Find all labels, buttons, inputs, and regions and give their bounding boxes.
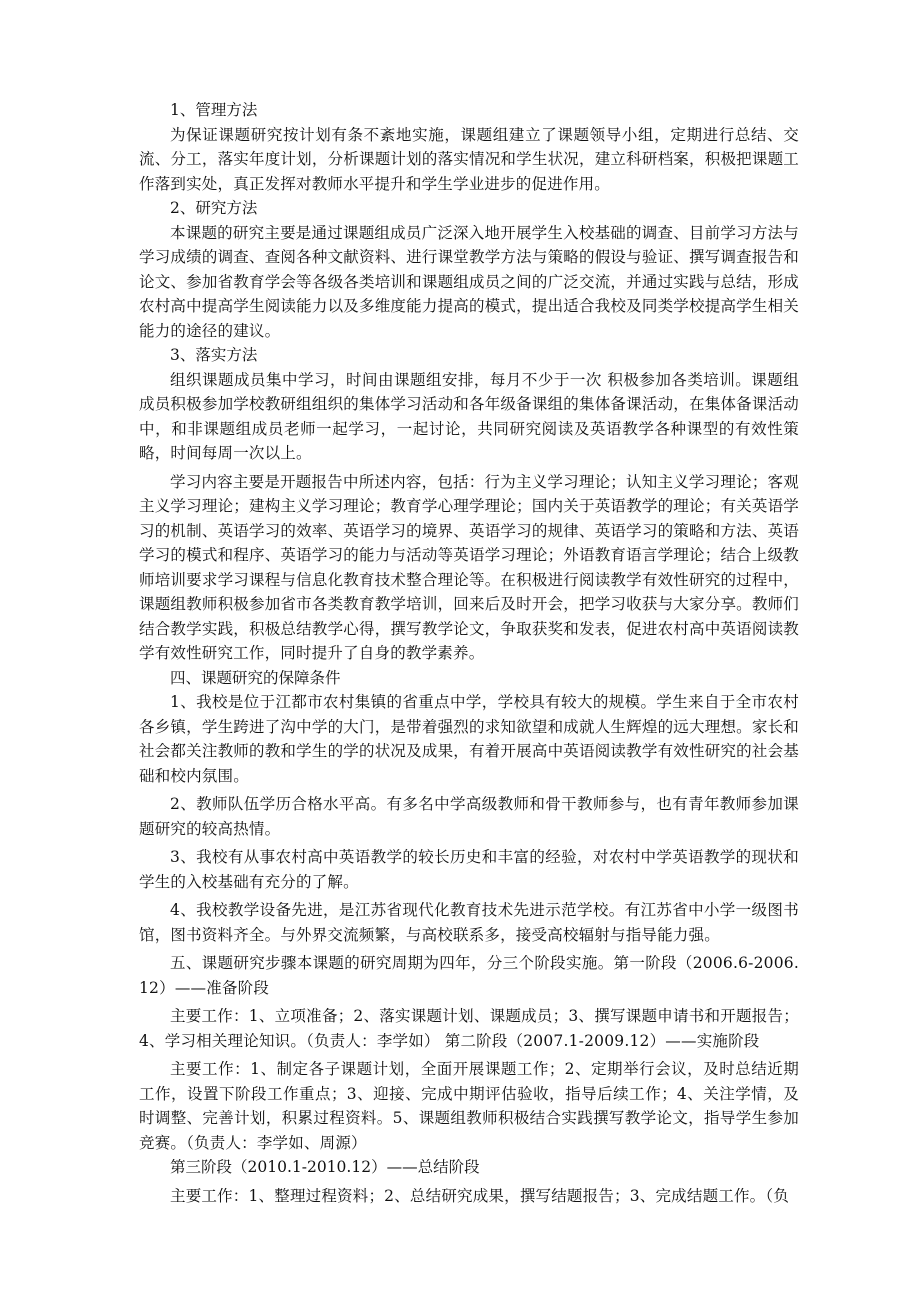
paragraph-implementation: 组织课题成员集中学习，时间由课题组安排，每月不少于一次 积极参加各类培训。课题组成员积极参加学校教研组组织的集体学习活动和各年级备课组的集体备课活动，在集体备课活动中，和非课题组成员老师一起学习，一起讨论，共同研究阅读及英语教学各种课型的有效性策略，时间每周一次以上。 [139, 370, 799, 462]
paragraph-condition-1: 1、我校是位于江都市农村集镇的省重点中学，学校具有较大的规模。学生来自于全市农村各乡镇，学生跨进了沟中学的大门，是带着强烈的求知欲望和成就人生辉煌的远大理想。家长和社会都关注教师的教和学生的学的状况及成果，有着开展高中英语阅读教学有效性研究的社会基础和校内氛围。 [139, 693, 799, 785]
heading-stage-3: 第三阶段（2010.1-2010.12）——总结阶段 [170, 1158, 480, 1176]
paragraph-stage-1-work: 主要工作：1、立项准备；2、落实课题计划、课题成员；3、撰写课题申请书和开题报告；4、学习相关理论知识。（负责人：李学如） 第二阶段（2007.1-2009.12）——实施阶段 [139, 1007, 799, 1050]
heading-research-method: 2、研究方法 [170, 199, 258, 217]
paragraph-stage-3-work: 主要工作：1、整理过程资料；2、总结研究成果，撰写结题报告；3、完成结题工作。（负 [170, 1186, 790, 1205]
heading-management-method: 1、管理方法 [170, 101, 258, 119]
document-page [139, 98, 799, 1208]
paragraph-research: 本课题的研究主要是通过课题组成员广泛深入地开展学生入校基础的调查、目前学习方法与学习成绩的调查、查阅各种文献资料、进行课堂教学方法与策略的假设与验证、撰写调查报告和论文、参加省教育学会等各级各类培训和课题组成员之间的广泛交流，并通过实践与总结，形成农村高中提高学生阅读能力以及多维度能力提高的模式，提出适合我校及同类学校提高学生相关能力的途径的建议。 [139, 223, 799, 340]
heading-guarantee-conditions: 四、课题研究的保障条件 [170, 668, 341, 687]
paragraph-stage-2-work: 主要工作：1、制定各子课题计划，全面开展课题工作；2、定期举行会议，及时总结近期工作，设置下阶段工作重点；3、迎接、完成中期评估验收，指导后续工作；4、关注学情，及时调整、完善计划，积累过程资料。5、课题组教师积极结合实践撰写教学论文，指导学生参加竞赛。（负责人：李学如、周源） [139, 1060, 799, 1152]
paragraph-condition-4: 4、我校教学设备先进，是江苏省现代化教育技术先进示范学校。有江苏省中小学一级图书馆，图书资料齐全。与外界交流频繁，与高校联系多，接受高校辐射与指导能力强。 [139, 901, 799, 944]
paragraph-condition-3: 3、我校有从事农村高中英语教学的较长历史和丰富的经验，对农村中学英语教学的现状和学生的入校基础有充分的了解。 [139, 848, 799, 891]
paragraph-research-steps: 五、课题研究步骤本课题的研究周期为四年，分三个阶段实施。第一阶段（2006.6-2006.12）——准备阶段 [139, 954, 799, 997]
heading-implementation-method: 3、落实方法 [170, 346, 258, 364]
paragraph-condition-2: 2、教师队伍学历合格水平高。有多名中学高级教师和骨干教师参与，也有青年教师参加课题研究的较高热情。 [139, 795, 799, 838]
paragraph-learning-content: 学习内容主要是开题报告中所述内容，包括：行为主义学习理论；认知主义学习理论；客观主义学习理论；建构主义学习理论；教育学心理学理论；国内关于英语教学的理论；有关英语学习的机制、英语学习的效率、英语学习的境界、英语学习的规律、英语学习的策略和方法、英语学习的模式和程序、英语学习的能力与活动等英语学习理论；外语教育语言学理论；结合上级教师培训要求学习课程与信息化教育技术整合理论等。在积极进行阅读教学有效性研究的过程中，课题组教师积极参加省市各类教育教学培训，回来后及时开会，把学习收获与大家分享。教师们结合教学实践，积极总结教学心得，撰写教学论文，争取获奖和发表，促进农村高中英语阅读教学有效性研究工作，同时提升了自身的教学素养。 [139, 472, 799, 662]
paragraph-management: 为保证课题研究按计划有条不紊地实施，课题组建立了课题领导小组，定期进行总结、交流、分工，落实年度计划，分析课题计划的落实情况和学生状况，建立科研档案，积极把课题工作落到实处，真正发挥对教师水平提升和学生学业进步的促进作用。 [139, 125, 799, 193]
